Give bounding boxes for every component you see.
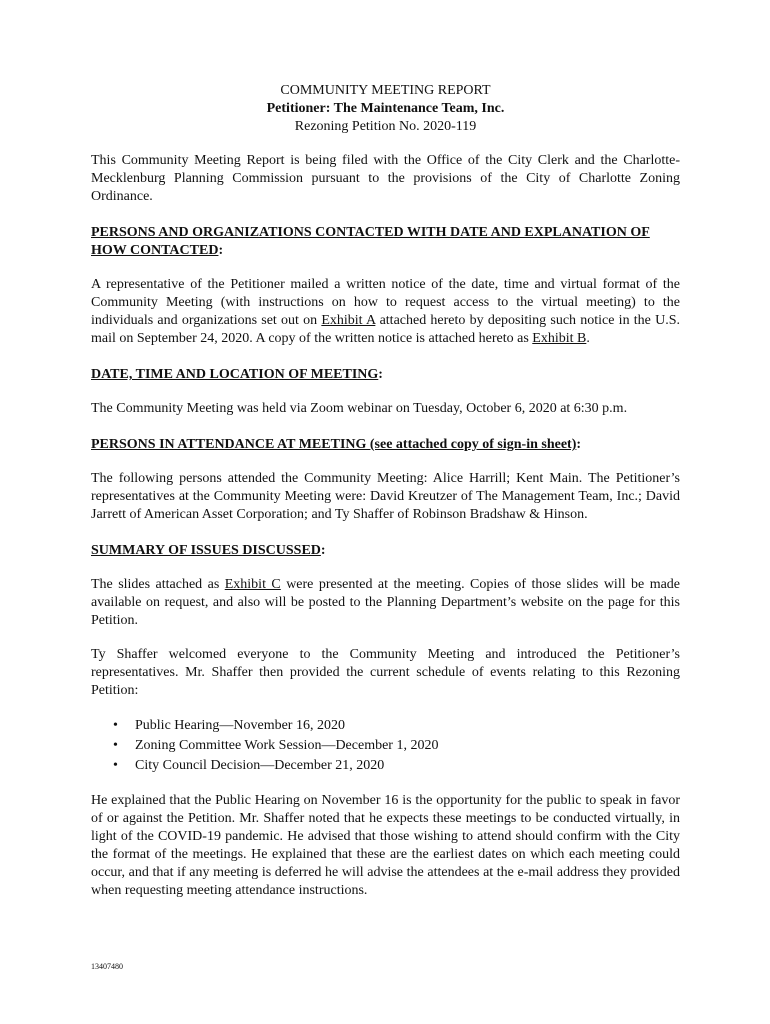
report-title: COMMUNITY MEETING REPORT [280,83,491,98]
petition-number: Rezoning Petition No. 2020-119 [294,119,477,134]
attendance-paragraph: The following persons attended the Community Meeting: Alice Harrill; Kent Main. The Petitioner’s representatives at the Community Meeting were: David Kreutzer of The Management Team, Inc.; David Jarrett of American Asset Corporation; and Ty Shaffer of Robinson Bradshaw & Hinson. [91,471,680,522]
section-heading-contacted: PERSONS AND ORGANIZATIONS CONTACTED WITH DATE AND EXPLANATION OF HOW CONTACTED: [91,225,650,258]
explanation-paragraph: He explained that the Public Hearing on November 16 is the opportunity for the public to speak in favor of or against the Petition. Mr. Shaffer noted that he expects these meetings to be conducted virtually, in light of the COVID-19 pandemic. He advised that those wishing to attend should confirm with the City the format of the meetings. He explained that these are the earliest dates on which each meeting could occur, and that if any meeting is deferred he will advise the attendees at the e-mail address they provided when requesting meeting attendance instructions. [91,793,680,898]
document-id: 13407480 [91,962,123,971]
section-heading-date-time: DATE, TIME AND LOCATION OF MEETING: [91,367,383,382]
section-heading-summary: SUMMARY OF ISSUES DISCUSSED: [91,543,326,558]
list-item: • Public Hearing—November 16, 2020 [135,716,680,736]
section-heading-contacted-text: PERSONS AND ORGANIZATIONS CONTACTED WITH DATE AND EXPLANATION OF HOW CONTACTED [91,225,650,258]
slides-paragraph: The slides attached as Exhibit C were presented at the meeting. Copies of those slides will be made available on request, and also will be posted to the Planning Department’s website on the page for this Petition. [91,577,681,628]
petitioner-line: Petitioner: The Maintenance Team, Inc. [266,101,505,116]
list-item: • City Council Decision—December 21, 2020 [135,756,680,776]
schedule-list [91,716,680,776]
exhibit-b-reference: Exhibit B [532,331,587,346]
intro-paragraph: This Community Meeting Report is being filed with the Office of the City Clerk and the Charlotte-Mecklenburg Planning Commission pursuant to the provisions of the City of Charlotte Zoning Ordinance. [91,153,680,204]
welcome-paragraph: Ty Shaffer welcomed everyone to the Community Meeting and introduced the Petitioner’s representatives. Mr. Shaffer then provided the current schedule of events relating to this Rezoning Petition: [91,647,680,698]
section-heading-attendance: PERSONS IN ATTENDANCE AT MEETING (see attached copy of sign-in sheet): [91,437,582,452]
meeting-date-paragraph: The Community Meeting was held via Zoom webinar on Tuesday, October 6, 2020 at 6:30 p.m. [91,401,628,416]
contacted-paragraph: A representative of the Petitioner mailed a written notice of the date, time and virtual format of the Community Meeting (with instructions on how to request access to the virtual meeting) to the individuals and organizations set out on Exhibit A attached hereto by depositing such notice in the U.S. mail on September 24, 2020. A copy of the written notice is attached hereto as Exhibit B. [91,277,680,346]
list-item: • Zoning Committee Work Session—December 1, 2020 [135,736,680,756]
exhibit-c-reference: Exhibit C [224,577,281,592]
exhibit-a-reference: Exhibit A [321,313,376,328]
